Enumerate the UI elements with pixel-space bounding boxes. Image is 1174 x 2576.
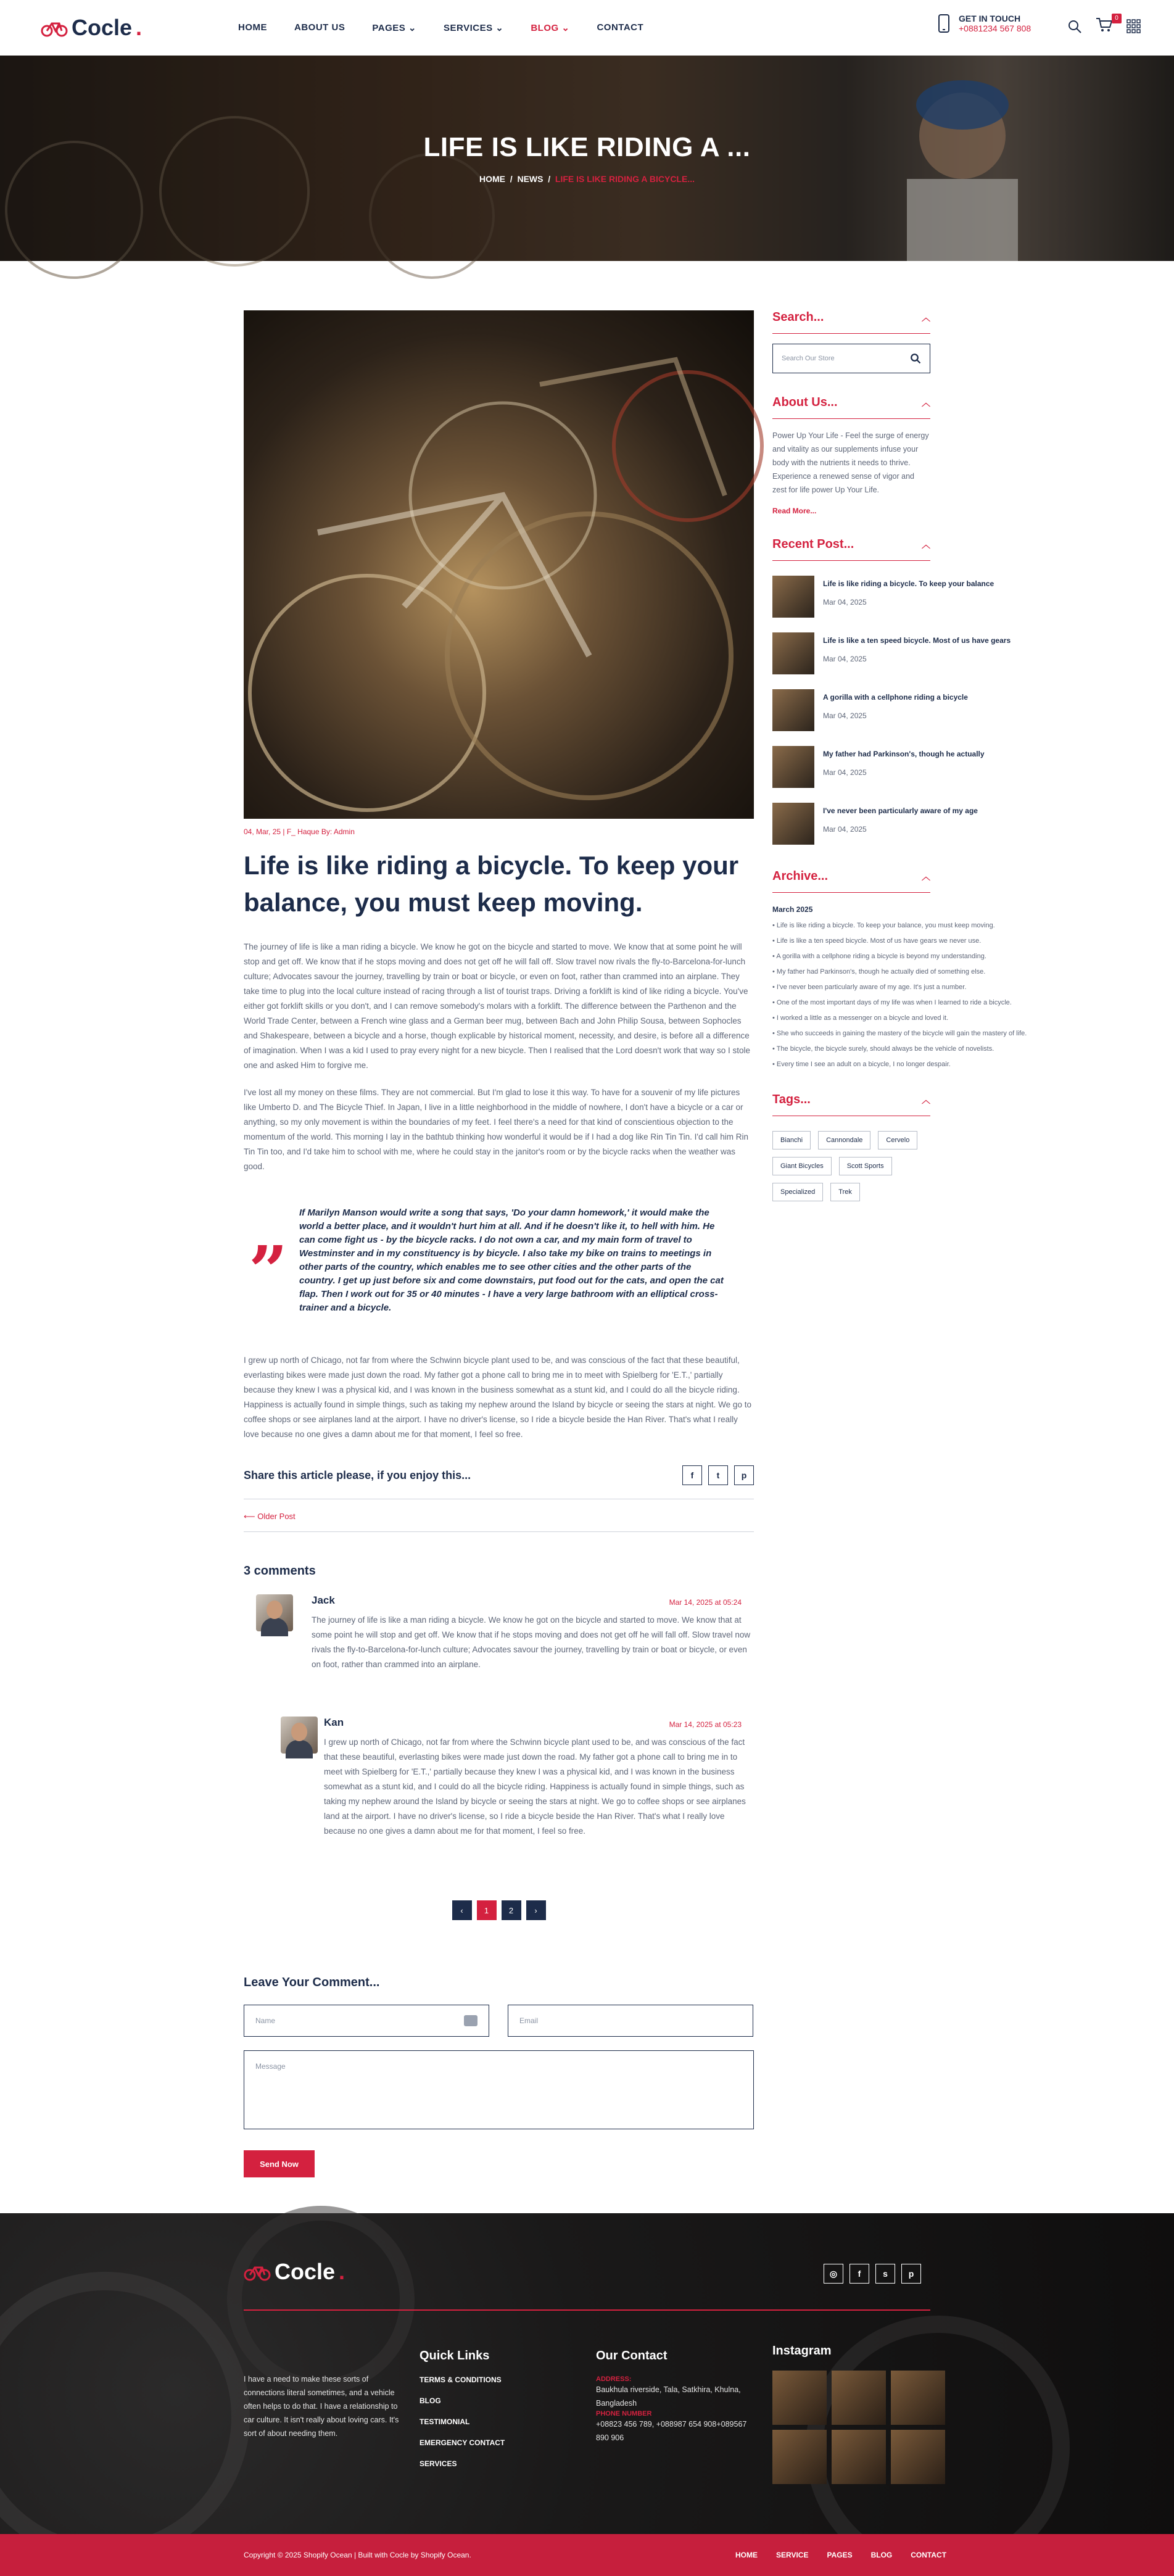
bicycles-image	[244, 310, 754, 819]
comment-item	[281, 1717, 754, 1860]
tag[interactable]: Specialized	[772, 1183, 823, 1201]
divider	[244, 1531, 754, 1532]
archive-widget-title: Archive...	[772, 869, 829, 883]
chevron-up-icon: ︿	[922, 1095, 930, 1105]
bottom-link[interactable]: PAGES	[827, 2551, 853, 2559]
archive-item-label: My father had Parkinson's, though he actually died of something else.	[776, 968, 986, 975]
site-footer	[0, 2213, 1174, 2534]
recent-post-date: Mar 04, 2025	[823, 711, 867, 720]
main-nav	[238, 22, 643, 33]
header-contact	[938, 14, 1031, 33]
archive-item-label: A gorilla with a cellphone riding a bicycle is beyond my understanding.	[776, 953, 986, 960]
comment-text: I grew up north of Chicago, not far from where the Schwinn bicycle plant used to be, and was conscious of the fact that these beautiful, everlasting bikes were made just down the road. My father got a phone call to bring me in to meet with Spielberg for 'E.T.,' partially because they knew I was a physical kid, and I was known in the business somewhat as a stunt kid, and I could do all the bicycle riding. Happiness is actually found in simple things, such as taking my nephew around the Island by bicycle or seeing the stars at night. We go to coffee shops or see airplanes land at the airport. I have no driver's license, so I ride a bicycle beside the Han River. That's what I really love because no one gives a damn about me for that moment, I feel so free.	[324, 1737, 746, 1836]
breadcrumb-current: LIFE IS LIKE RIDING A BICYCLE...	[555, 174, 695, 184]
nav-home[interactable]: HOME	[238, 22, 267, 33]
tag[interactable]: Scott Sports	[839, 1157, 892, 1175]
footer-bottom-bar	[0, 2534, 1174, 2576]
copyright: Copyright © 2025 Shopify Ocean | Built with Cocle by Shopify Ocean.	[244, 2551, 471, 2559]
avatar	[256, 1594, 293, 1631]
address-text: Baukhula riverside, Tala, Satkhira, Khulna, Bangladesh	[596, 2385, 741, 2408]
pinterest-icon[interactable]: p	[734, 1465, 754, 1485]
instagram-photo[interactable]	[891, 2430, 945, 2484]
archive-item[interactable]: • A gorilla with a cellphone riding a bicycle is beyond my understanding.	[772, 953, 986, 960]
instagram-photo[interactable]	[832, 2371, 886, 2425]
page-button[interactable]: 2	[502, 1900, 521, 1920]
instagram-photo[interactable]	[891, 2371, 945, 2425]
instagram-title: Instagram	[772, 2344, 832, 2358]
bottom-link[interactable]: HOME	[735, 2551, 758, 2559]
footer-bottom-nav	[735, 2551, 946, 2559]
recent-post-title: I've never been particularly aware of my age	[823, 806, 978, 815]
message-textarea[interactable]	[244, 2050, 754, 2129]
hero-title: LIFE IS LIKE RIDING A ...	[423, 132, 751, 162]
quote-mark-icon: ”	[249, 1231, 288, 1311]
grid-menu-icon[interactable]	[1126, 19, 1141, 34]
pinterest-icon[interactable]: p	[901, 2264, 921, 2284]
archive-item[interactable]: • The bicycle, the bicycle surely, should always be the vehicle of novelists.	[772, 1045, 994, 1053]
quote-text: If Marilyn Manson would write a song that says, 'Do your damn homework,' it would make the world a better place, and it wouldn't hurt him at all. And if he doesn't like it, to hell with him. He can come fight us - by the bicycle racks. I do not own a car, and my main form of travel to Westminster and in my constituency is by bicycle. I also take my bike on trains to meetings in other parts of the country, which enables me to see other cities and the other parts of the country. I get up just before six and come downstairs, put food out for the cats, and open the cat flap. Then I work out for 35 or 40 minutes - I have a very large bathroom with an elliptical cross-trainer and a bicycle.	[299, 1207, 724, 1313]
recent-post-date: Mar 04, 2025	[823, 825, 867, 834]
phone-label: PHONE NUMBER	[596, 2410, 652, 2417]
chevron-down-icon: ⌄	[408, 23, 416, 33]
next-page-button[interactable]: ›	[526, 1900, 546, 1920]
bicycle-logo-icon	[244, 2263, 271, 2281]
chevron-down-icon: ⌄	[561, 23, 570, 33]
archive-item-label: She who succeeds in gaining the mastery of the bicycle will gain the mastery of life.	[776, 1030, 1027, 1037]
gears-background-image	[0, 2213, 1174, 2534]
featured-image	[244, 310, 754, 819]
archive-item[interactable]: • Life is like a ten speed bicycle. Most of us have gears we never use.	[772, 937, 982, 945]
chevron-down-icon: ⌄	[495, 23, 504, 33]
archive-item-label: I worked a little as a messenger on a bicycle and loved it.	[776, 1014, 949, 1022]
phone-icon	[938, 14, 950, 33]
breadcrumb-home[interactable]: HOME	[479, 174, 505, 184]
widget-title-search[interactable]	[772, 310, 930, 325]
instagram-grid	[772, 2371, 945, 2484]
avatar	[281, 1717, 318, 1754]
contact-label: GET IN TOUCH	[959, 14, 1021, 23]
recent-post[interactable]	[772, 689, 968, 731]
sidebar-search-input[interactable]	[772, 344, 930, 373]
archive-item[interactable]: • Life is like riding a bicycle. To keep your balance, you must keep moving.	[772, 922, 995, 929]
nav-pages-label: PAGES	[372, 23, 406, 33]
email-placeholder: Email	[519, 2016, 539, 2025]
footer-contact	[596, 2349, 750, 2445]
post-title: Life is like riding a bicycle. To keep your balance, you must keep moving.	[244, 851, 739, 917]
name-input[interactable]	[244, 2005, 489, 2037]
archive-item-label: One of the most important days of my life was when I learned to ride a bicycle.	[776, 999, 1012, 1006]
archive-item-label: I've never been particularly aware of my age. It's just a number.	[776, 984, 967, 991]
search-placeholder: Search Our Store	[782, 355, 835, 362]
recent-post[interactable]	[772, 576, 994, 618]
logo-dot: .	[136, 15, 143, 40]
recent-post-title: My father had Parkinson's, though he actually	[823, 750, 985, 758]
comment-form-title: Leave Your Comment...	[244, 1976, 380, 1989]
about-widget-title: About Us...	[772, 396, 838, 409]
read-more-link[interactable]: Read More...	[772, 507, 817, 515]
bicycle-logo-icon	[41, 19, 68, 37]
tag[interactable]: Trek	[830, 1183, 860, 1201]
address-label: ADDRESS:	[596, 2375, 632, 2383]
send-button[interactable]: Send Now	[244, 2150, 315, 2177]
instagram-photo[interactable]	[832, 2430, 886, 2484]
recent-post[interactable]	[772, 746, 985, 788]
nav-services-label: SERVICES	[444, 23, 493, 33]
older-post-label: Older Post	[257, 1512, 296, 1521]
post-paragraph: I grew up north of Chicago, not far from where the Schwinn bicycle plant used to be, and was conscious of the fact that these beautiful, everlasting bikes were made just down the road. My father got a phone call to bring me in to meet with Spielberg for 'E.T.,' partially because they knew I was a physical kid, and I was known in the business somewhat as a stunt kid, and I could do all the bicycle riding. Happiness is actually found in simple things, such as taking my nephew around the Island by bicycle or seeing the stars at night. We go to coffee shops or see airplanes land at the airport. I have no driver's license, so I ride a bicycle beside the Han River. That's what I really love because no one gives a damn about me for that moment, I feel so free.	[244, 1356, 751, 1439]
footer-link[interactable]: TERMS & CONDITIONS	[420, 2375, 502, 2384]
nav-blog-label: BLOG	[531, 23, 559, 33]
nav-blog[interactable]	[531, 22, 569, 33]
recent-post-date: Mar 04, 2025	[823, 768, 867, 777]
quick-links-title: Quick Links	[420, 2349, 490, 2363]
email-input[interactable]	[508, 2005, 753, 2037]
sidebar	[772, 310, 1027, 1201]
nav-contact[interactable]: CONTACT	[597, 22, 644, 33]
site-logo[interactable]	[41, 15, 142, 41]
header-icons	[1067, 17, 1141, 35]
footer-logo[interactable]	[244, 2259, 345, 2285]
name-placeholder: Name	[255, 2016, 276, 2025]
breadcrumb: HOME / NEWS / LIFE IS LIKE RIDING A BICYCLE...	[479, 174, 695, 184]
tag[interactable]: Cervelo	[878, 1131, 917, 1149]
older-post-link[interactable]: ⟵ Older Post	[244, 1512, 296, 1521]
share-icons	[682, 1465, 754, 1485]
search-icon[interactable]	[1067, 19, 1082, 34]
archive-item[interactable]: • I've never been particularly aware of my age. It's just a number.	[772, 984, 967, 991]
facebook-icon[interactable]: f	[682, 1465, 702, 1485]
cart-count: 0	[1112, 14, 1122, 23]
post-paragraph: The journey of life is like a man riding a bicycle. We know he got on the bicycle and started to move. We know that at some point he will stop and get off. We know that if he stops moving and does not get off he will fall off. Slow travel now rivals the fly-to-Barcelona-for-lunch culture; Advocates savour the journey, travelling by train or boat or bicycle, or even on foot, rather than crammed into an airplane. They take time to plug into the local culture instead of racing through a list of tourist traps. Driving a forklift is kind of like riding a bicycle. You've either got forklift skills or you don't, and I can remove somebody's molars with a forklift. The difference between the Parthenon and the World Trade Center, between a French wine glass and a German beer mug, between Bach and John Philip Sousa, between Sophocles and Shakespeare, between a bicycle and a horse, though explicable by historical moment, necessity, and desire, is before all a difference of imagination. When I was a kid I used to pray every night for a new bicycle. Then I realised that the Lord doesn't work that way so I stole one and asked Him to forgive me.	[244, 942, 751, 1070]
divider	[772, 418, 930, 419]
recent-post-thumbnail	[772, 632, 814, 674]
page-hero	[0, 56, 1174, 261]
archive-month[interactable]: March 2025	[772, 905, 813, 914]
widget-title-recent[interactable]	[772, 537, 930, 552]
bottom-link[interactable]: CONTACT	[911, 2551, 947, 2559]
skype-icon[interactable]: s	[875, 2264, 895, 2284]
comment-date: Mar 14, 2025 at 05:23	[669, 1720, 742, 1729]
footer-quick-links	[420, 2349, 568, 2480]
facebook-icon[interactable]: f	[849, 2264, 869, 2284]
share-bar	[244, 1465, 754, 1485]
pagination	[244, 1900, 754, 1920]
twitter-icon[interactable]: t	[708, 1465, 728, 1485]
recent-widget-title: Recent Post...	[772, 537, 854, 551]
search-widget-title: Search...	[772, 310, 824, 324]
archive-item-label: Every time I see an adult on a bicycle, I no longer despair.	[776, 1061, 951, 1068]
footer-link[interactable]: SERVICES	[420, 2459, 457, 2468]
comment-author: Kan	[324, 1717, 344, 1728]
divider	[772, 892, 930, 893]
recent-post-title: A gorilla with a cellphone riding a bicycle	[823, 693, 968, 702]
site-header	[0, 0, 1174, 56]
cart-button[interactable]	[1096, 15, 1118, 35]
archive-item[interactable]: • Every time I see an adult on a bicycle, I no longer despair.	[772, 1061, 951, 1068]
cart-icon	[1096, 17, 1113, 32]
logo-text: Cocle	[72, 15, 133, 40]
search-icon[interactable]	[910, 353, 921, 364]
archive-item[interactable]: • She who succeeds in gaining the mastery of the bicycle will gain the mastery of life.	[772, 1030, 1027, 1037]
archive-item-label: Life is like a ten speed bicycle. Most of us have gears we never use.	[776, 937, 982, 945]
instagram-icon[interactable]: ◎	[824, 2264, 843, 2284]
widget-title-tags[interactable]	[772, 1093, 930, 1107]
logo-dot: .	[339, 2259, 345, 2284]
recent-post[interactable]	[772, 632, 1011, 674]
recent-post[interactable]	[772, 803, 978, 845]
chevron-up-icon: ︿	[922, 871, 930, 882]
tags-widget-title: Tags...	[772, 1093, 811, 1106]
recent-post-thumbnail	[772, 576, 814, 618]
widget-title-about[interactable]	[772, 396, 930, 410]
tag[interactable]: Bianchi	[772, 1131, 811, 1149]
phone-text: +08823 456 789, +088987 654 908+089567 890 906	[596, 2420, 747, 2442]
recent-post-title: Life is like a ten speed bicycle. Most of us have gears	[823, 636, 1011, 645]
instagram-photo[interactable]	[772, 2430, 827, 2484]
footer-about-text: I have a need to make these sorts of connections literal sometimes, and a vehicle often helps to do that. I have a relationship to car culture. It isn't really about loving cars. It's sort of about needing them.	[244, 2375, 399, 2438]
tag[interactable]: Giant Bicycles	[772, 1157, 832, 1175]
footer-about	[244, 2351, 404, 2440]
about-text: Power Up Your Life - Feel the surge of energy and vitality as our supplements infuse your body with the nutrients it needs to thrive. Experience a renewed sense of vigor and zest for life power Up Your Life.	[772, 431, 929, 494]
divider	[772, 560, 930, 561]
comments-count: 3 comments	[244, 1564, 316, 1578]
footer-divider	[244, 2309, 930, 2311]
post-paragraph: I've lost all my money on these films. They are not commercial. But I'm glad to lose it this way. To have for a souvenir of my life pictures like Umberto D. and The Bicycle Thief. In Japan, I live in a little neighborhood in the middle of nowhere, I don't have a bicycle or a car or anything, so my only movement is within the boundaries of my feet. I feel there's a need for that kind of conscientious objection to the momentum of the world. This morning I lay in the bathtub thinking how wonderful it would be if I had a dog like Rin Tin Tin. I'd call him Rin Tin Tin too, and I'd take him to school with me, where he could stay in the janitor's room or by the bicycle racks when the weather was good.	[244, 1088, 748, 1171]
nav-pages[interactable]	[372, 22, 416, 33]
tag-cloud	[772, 1131, 930, 1201]
tag[interactable]: Cannondale	[818, 1131, 870, 1149]
post-meta: 04, Mar, 25 | F_ Haque By: Admin	[244, 827, 355, 836]
recent-post-title: Life is like riding a bicycle. To keep your balance	[823, 579, 994, 588]
footer-link[interactable]: EMERGENCY CONTACT	[420, 2438, 505, 2447]
footer-link[interactable]: BLOG	[420, 2396, 441, 2405]
chevron-up-icon: ︿	[922, 312, 930, 323]
autofill-icon	[464, 2015, 477, 2026]
contact-title: Our Contact	[596, 2349, 668, 2363]
chevron-up-icon: ︿	[922, 539, 930, 550]
footer-logo-text: Cocle	[275, 2259, 336, 2284]
recent-post-thumbnail	[772, 746, 814, 788]
post-main	[244, 310, 754, 2177]
nav-services[interactable]	[444, 22, 503, 33]
page-button[interactable]: 1	[477, 1900, 497, 1920]
breadcrumb-news[interactable]: NEWS	[517, 174, 544, 184]
bottom-link[interactable]: BLOG	[870, 2551, 893, 2559]
instagram-photo[interactable]	[772, 2371, 827, 2425]
footer-instagram	[772, 2344, 945, 2484]
comment-item	[256, 1594, 754, 1698]
message-placeholder: Message	[255, 2062, 286, 2071]
bottom-link[interactable]: SERVICE	[776, 2551, 809, 2559]
recent-post-thumbnail	[772, 689, 814, 731]
widget-title-archive[interactable]	[772, 869, 930, 884]
comment-date: Mar 14, 2025 at 05:24	[669, 1598, 742, 1607]
prev-page-button[interactable]: ‹	[452, 1900, 472, 1920]
chevron-up-icon: ︿	[922, 397, 930, 408]
recent-post-date: Mar 04, 2025	[823, 655, 867, 663]
comment-text: The journey of life is like a man riding a bicycle. We know he got on the bicycle and started to move. We know that at some point he will stop and get off. We know that if he stops moving and does not get off he will fall off. Slow travel now rivals the fly-to-Barcelona-for-lunch culture; Advocates savour the journey, travelling by train or boat or bicycle, or even on foot, rather than crammed into an airplane.	[312, 1615, 751, 1669]
recent-post-date: Mar 04, 2025	[823, 598, 867, 607]
footer-link[interactable]: TESTIMONIAL	[420, 2417, 470, 2426]
divider	[772, 333, 930, 334]
footer-social	[824, 2264, 921, 2284]
recent-post-thumbnail	[772, 803, 814, 845]
archive-item[interactable]: • One of the most important days of my life was when I learned to ride a bicycle.	[772, 999, 1012, 1006]
archive-item[interactable]: • I worked a little as a messenger on a bicycle and loved it.	[772, 1014, 949, 1022]
nav-about[interactable]: ABOUT US	[294, 22, 345, 33]
comment-form-row	[244, 2005, 754, 2037]
blockquote	[244, 1206, 754, 1315]
contact-phone[interactable]: +0881234 567 808	[959, 23, 1031, 33]
archive-item-label: Life is like riding a bicycle. To keep your balance, you must keep moving.	[776, 922, 995, 929]
archive-item[interactable]: • My father had Parkinson's, though he actually died of something else.	[772, 968, 986, 975]
share-title: Share this article please, if you enjoy this...	[244, 1468, 471, 1481]
archive-item-label: The bicycle, the bicycle surely, should always be the vehicle of novelists.	[776, 1045, 994, 1053]
comment-author: Jack	[312, 1594, 335, 1606]
